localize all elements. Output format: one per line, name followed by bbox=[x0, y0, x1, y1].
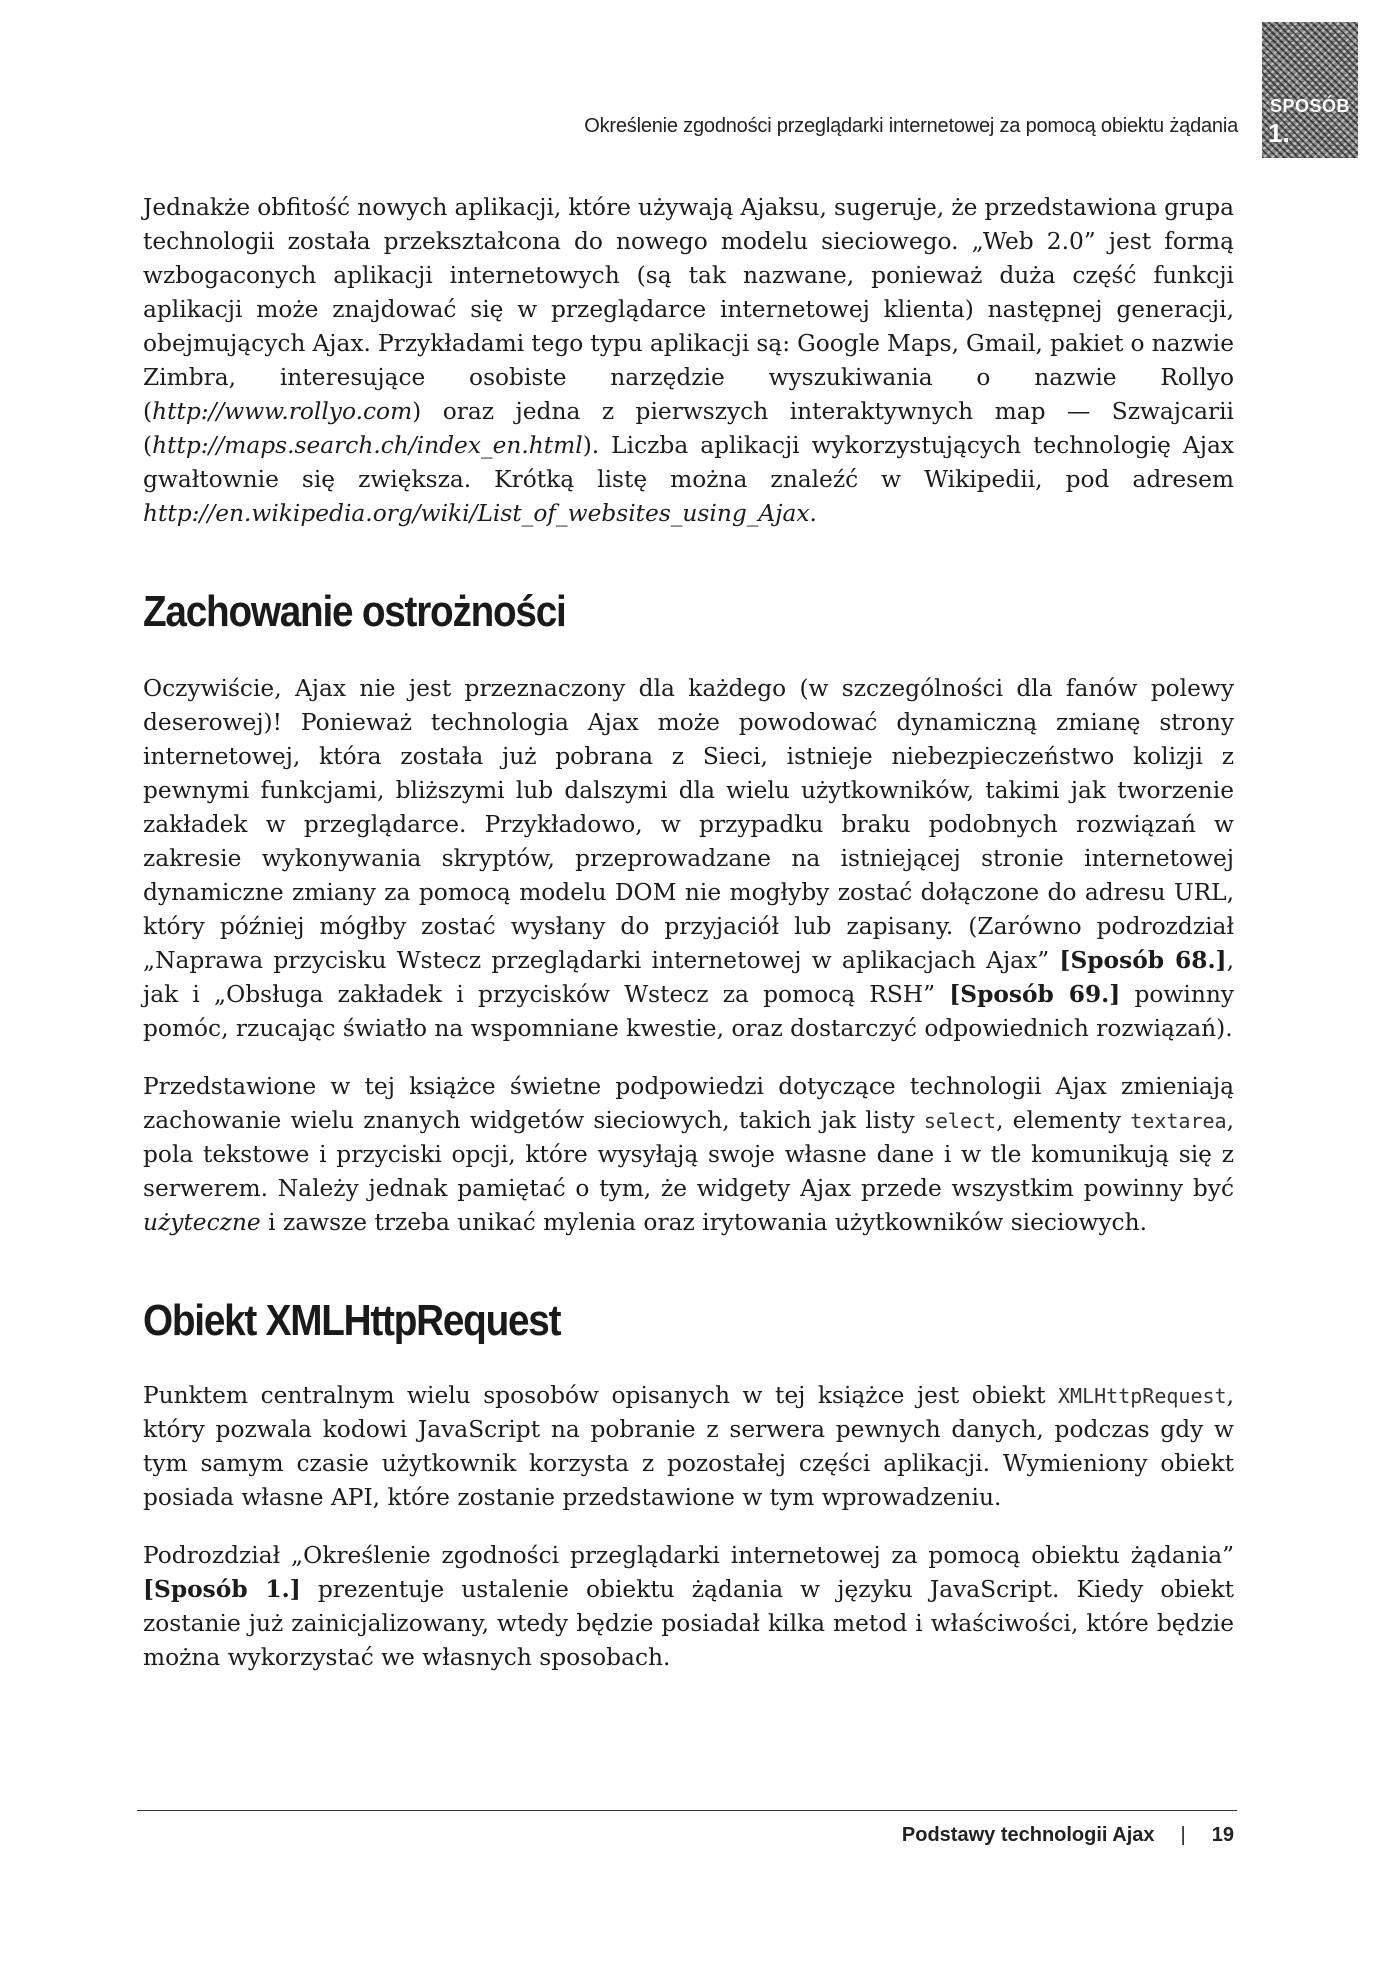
footer-book-title: Podstawy technologii Ajax bbox=[901, 1824, 1155, 1846]
intro-text-2: ) oraz jedna z pierwszych interaktywnych map — Szwajcarii ( bbox=[143, 398, 1234, 459]
intro-paragraph bbox=[143, 191, 1234, 531]
xhr-text-2: , który pozwala kodowi JavaScript na pobranie z serwera pewnych danych, podczas gdy w tym samym czasie użytkownik korzysta z pozostałej części aplikacji. Wymieniony obiekt posiada własne API, które zostanie przedstawione w tym wprowadzeniu. bbox=[143, 1382, 1234, 1511]
xhr-text-4: prezentuje ustalenie obiektu żądania w języku JavaScript. Kiedy obiekt zostanie już zainicjalizowany, wtedy będzie posiadał kilka metod i właściwości, które będzie można wykorzystać we własnych sposobach. bbox=[143, 1576, 1234, 1671]
xhr-text-1: Punktem centralnym wielu sposobów opisanych w tej książce jest obiekt bbox=[143, 1382, 1059, 1409]
ref-sposob-68: [Sposób 68.] bbox=[1059, 947, 1227, 974]
xhr-paragraph-1 bbox=[143, 1379, 1234, 1515]
caution-text-1: Oczywiście, Ajax nie jest przeznaczony dla każdego (w szczególności dla fanów polewy deserowej)! Ponieważ technologia Ajax może powodować dynamiczną zmianę strony internetowej, która została już pobrana z Sieci, istnieje niebezpieczeństwo kolizji z pewnymi funkcjami, bliższymi lub dalszymi dla wielu użytkowników, takimi jak tworzenie zakładek w przeglądarce. Przykładowo, w przypadku braku podobnych rozwiązań w zakresie wykonywania skryptów, przeprowadzane na istniejącej stronie internetowej dynamiczne zmiany za pomocą modelu DOM nie mogłyby zostać dołączone do adresu URL, który później mógłby zostać wysłany do przyjaciół lub zapisany. (Zarówno podrozdział „Naprawa przycisku Wstecz przeglądarki internetowej w aplikacjach Ajax” bbox=[143, 675, 1234, 974]
footer-divider bbox=[137, 1810, 1237, 1811]
ref-sposob-1: [Sposób 1.] bbox=[143, 1576, 301, 1603]
sposob-badge-label: SPOSÓB bbox=[1269, 96, 1351, 116]
section-heading-xmlhttprequest: Obiekt XMLHttpRequest bbox=[143, 1296, 561, 1345]
rollyo-link[interactable]: http://www.rollyo.com bbox=[152, 398, 413, 425]
footer-separator: | bbox=[1180, 1824, 1186, 1846]
wikipedia-link[interactable]: http://en.wikipedia.org/wiki/List_of_websites_using_Ajax bbox=[143, 500, 810, 527]
running-header: Określenie zgodności przeglądarki internetowej za pomocą obiektu żądania bbox=[584, 115, 1238, 137]
section-heading-caution: Zachowanie ostrożności bbox=[143, 587, 566, 636]
code-textarea: textarea bbox=[1130, 1109, 1227, 1133]
page-content bbox=[143, 191, 1234, 1675]
intro-text-1: Jednakże obfitość nowych aplikacji, które używają Ajaksu, sugeruje, że przedstawiona grupa technologii została przekształcona do nowego modelu sieciowego. „Web 2.0” jest formą wzbogaconych aplikacji internetowych (są tak nazwane, ponieważ duża część funkcji aplikacji może znajdować się w przeglądarce internetowej klienta) następnej generacji, obejmujących Ajax. Przykładami tego typu aplikacji są: Google Maps, Gmail, pakiet o nazwie Zimbra, interesujące osobiste narzędzie wyszukiwania o nazwie Rollyo ( bbox=[143, 194, 1234, 425]
caution-paragraph-1 bbox=[143, 672, 1234, 1046]
page-number: 19 bbox=[1211, 1824, 1234, 1846]
widgets-text-2: , elementy bbox=[996, 1107, 1131, 1134]
emphasis-useful: użyteczne bbox=[143, 1209, 261, 1236]
widgets-text-1: Przedstawione w tej książce świetne podpowiedzi dotyczące technologii Ajax zmieniają zachowanie wielu znanych widgetów sieciowych, takich jak listy bbox=[143, 1073, 1234, 1134]
intro-text-4: . bbox=[809, 500, 817, 527]
xhr-text-3: Podrozdział „Określenie zgodności przeglądarki internetowej za pomocą obiektu żądania” bbox=[143, 1542, 1234, 1569]
page-footer bbox=[902, 1824, 1234, 1847]
ref-sposob-69: [Sposób 69.] bbox=[949, 981, 1121, 1008]
widgets-text-4: i zawsze trzeba unikać mylenia oraz irytowania użytkowników sieciowych. bbox=[260, 1209, 1147, 1236]
sposob-badge-number: 1. bbox=[1268, 118, 1290, 148]
code-xmlhttprequest: XMLHttpRequest bbox=[1058, 1384, 1227, 1408]
intro-text-3: ). Liczba aplikacji wykorzystujących technologię Ajax gwałtownie się zwiększa. Krótką listę można znaleźć w Wikipedii, pod adresem bbox=[143, 432, 1234, 493]
caution-text-2: , jak i „Obsługa zakładek i przycisków Wstecz za pomocą RSH” bbox=[143, 947, 1234, 1008]
xhr-paragraph-2 bbox=[143, 1539, 1234, 1675]
widgets-text-3: , pola tekstowe i przyciski opcji, które wysyłają swoje własne dane i w tle komunikują się z serwerem. Należy jednak pamiętać o tym, że widgety Ajax przede wszystkim powinny być bbox=[143, 1107, 1234, 1202]
maps-search-link[interactable]: http://maps.search.ch/index_en.html bbox=[152, 432, 583, 459]
sposob-badge bbox=[1262, 22, 1358, 158]
code-select: select bbox=[923, 1109, 997, 1133]
caution-text-3: powinny pomóc, rzucając światło na wspomniane kwestie, oraz dostarczyć odpowiednich rozwiązań). bbox=[143, 981, 1234, 1042]
caution-paragraph-2 bbox=[143, 1070, 1234, 1240]
